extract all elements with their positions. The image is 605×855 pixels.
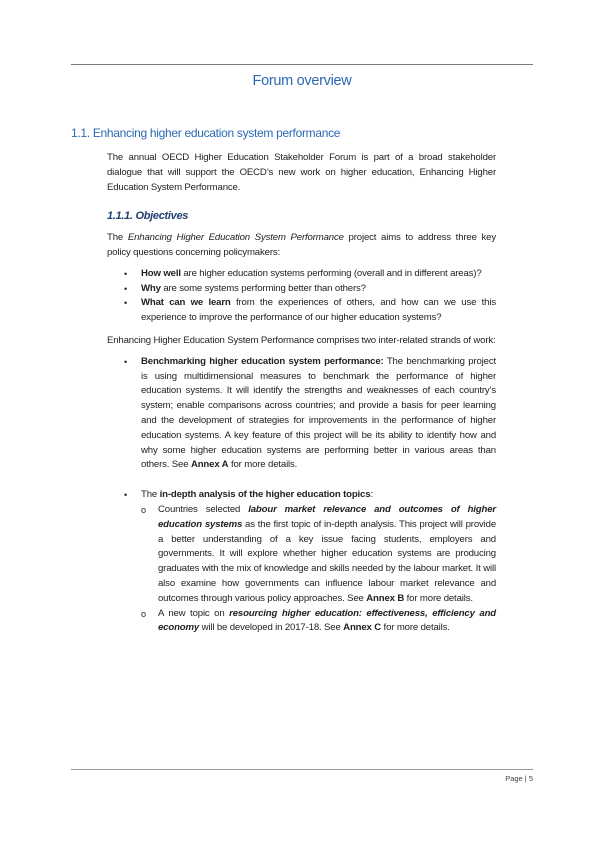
section-heading: 1.1. Enhancing higher education system performance: [71, 126, 341, 140]
question-text: are higher education systems performing (overall and in different areas)?: [180, 267, 482, 279]
question-text: from the experiences of others, and how can we use this experience to improve the performance of our higher education systems?: [141, 297, 496, 324]
strands-intro: Enhancing Higher Education System Performance comprises two inter-related strands of work:: [107, 334, 496, 346]
list-item: [124, 267, 496, 282]
question-keyword: Why: [141, 282, 161, 294]
topic-prefix: A new topic on: [158, 607, 230, 619]
topic-text-end: for more details.: [404, 592, 473, 604]
objectives-paragraph: [107, 231, 496, 261]
project-name: Enhancing Higher Education System Performance: [127, 232, 344, 244]
footer-rule: [71, 769, 533, 770]
topics-list: [141, 503, 496, 636]
sub-bullet-icon: o: [141, 504, 146, 515]
topic-text: as the first topic of in-depth analysis. This project will provide a better understanding of a key issue facing students, employers and governments. It will explore whether higher education systems are producing graduates with the mix of knowledge and skills needed by the labour market. It will also examine how governments can influence labour market relevance and outcomes through various policy approaches. See: [158, 518, 497, 604]
strand-text-end: for more details.: [228, 459, 298, 471]
list-item: [124, 296, 496, 326]
sub-bullet-icon: o: [141, 608, 146, 619]
strand-title: Benchmarking higher education system performance:: [141, 355, 384, 367]
topic-prefix: Countries selected: [158, 503, 249, 515]
policy-questions-list: [107, 267, 496, 326]
topic-title: resourcing higher education: effectiveness, efficiency and economy: [158, 607, 496, 634]
header-rule: [71, 64, 533, 65]
list-item: [124, 488, 497, 636]
question-text: are some systems performing better than others?: [160, 282, 366, 294]
objectives-prefix: The: [107, 232, 128, 244]
strand-title: in-depth analysis of the higher education topics: [159, 489, 371, 501]
bullet-icon: •: [124, 283, 128, 294]
annex-reference: Annex B: [366, 592, 405, 604]
objectives-heading: 1.1.1. Objectives: [107, 210, 189, 223]
page-title: Forum overview: [252, 73, 352, 89]
bullet-icon: •: [124, 268, 128, 279]
strand-prefix: The: [141, 489, 160, 501]
strands-list: [107, 355, 496, 636]
intro-paragraph: The annual OECD Higher Education Stakeholder Forum is part of a broad stakeholder dialogue that will support the OECD’s new work on higher education, Enhancing Higher Education System Performance.: [107, 152, 496, 193]
bullet-icon: •: [124, 298, 128, 309]
body-content: [107, 151, 496, 636]
list-item: [141, 607, 496, 637]
topic-title: labour market relevance and outcomes of higher education systems: [158, 503, 496, 530]
bullet-icon: •: [124, 356, 128, 367]
strand-text-end: :: [370, 489, 373, 501]
list-item: [124, 282, 496, 297]
strand-text: The benchmarking project is using multidimensional measures to benchmark the performance of higher education systems. It will identify the strengths and weaknesses of each country’s system; enable comparisons across countries; and provide a basis for peer learning and the development of strategies for improvements in the performance of higher education systems. A key feature of this project will be its ability to identify how and why some higher education systems are performing better in various areas than others. See: [141, 355, 496, 471]
bullet-icon: •: [124, 490, 128, 501]
list-item: [124, 355, 496, 473]
objectives-suffix: project aims to address three key policy questions concerning policymakers:: [107, 232, 497, 258]
page-number: Page | 5: [505, 774, 533, 783]
topic-text: will be developed in 2017-18. See: [199, 622, 344, 634]
annex-reference: Annex C: [343, 622, 382, 634]
list-item: [141, 503, 497, 607]
question-keyword: How well: [141, 267, 181, 279]
question-keyword: What can we learn: [141, 297, 231, 309]
annex-reference: Annex A: [190, 459, 229, 471]
topic-text-end: for more details.: [381, 622, 450, 634]
